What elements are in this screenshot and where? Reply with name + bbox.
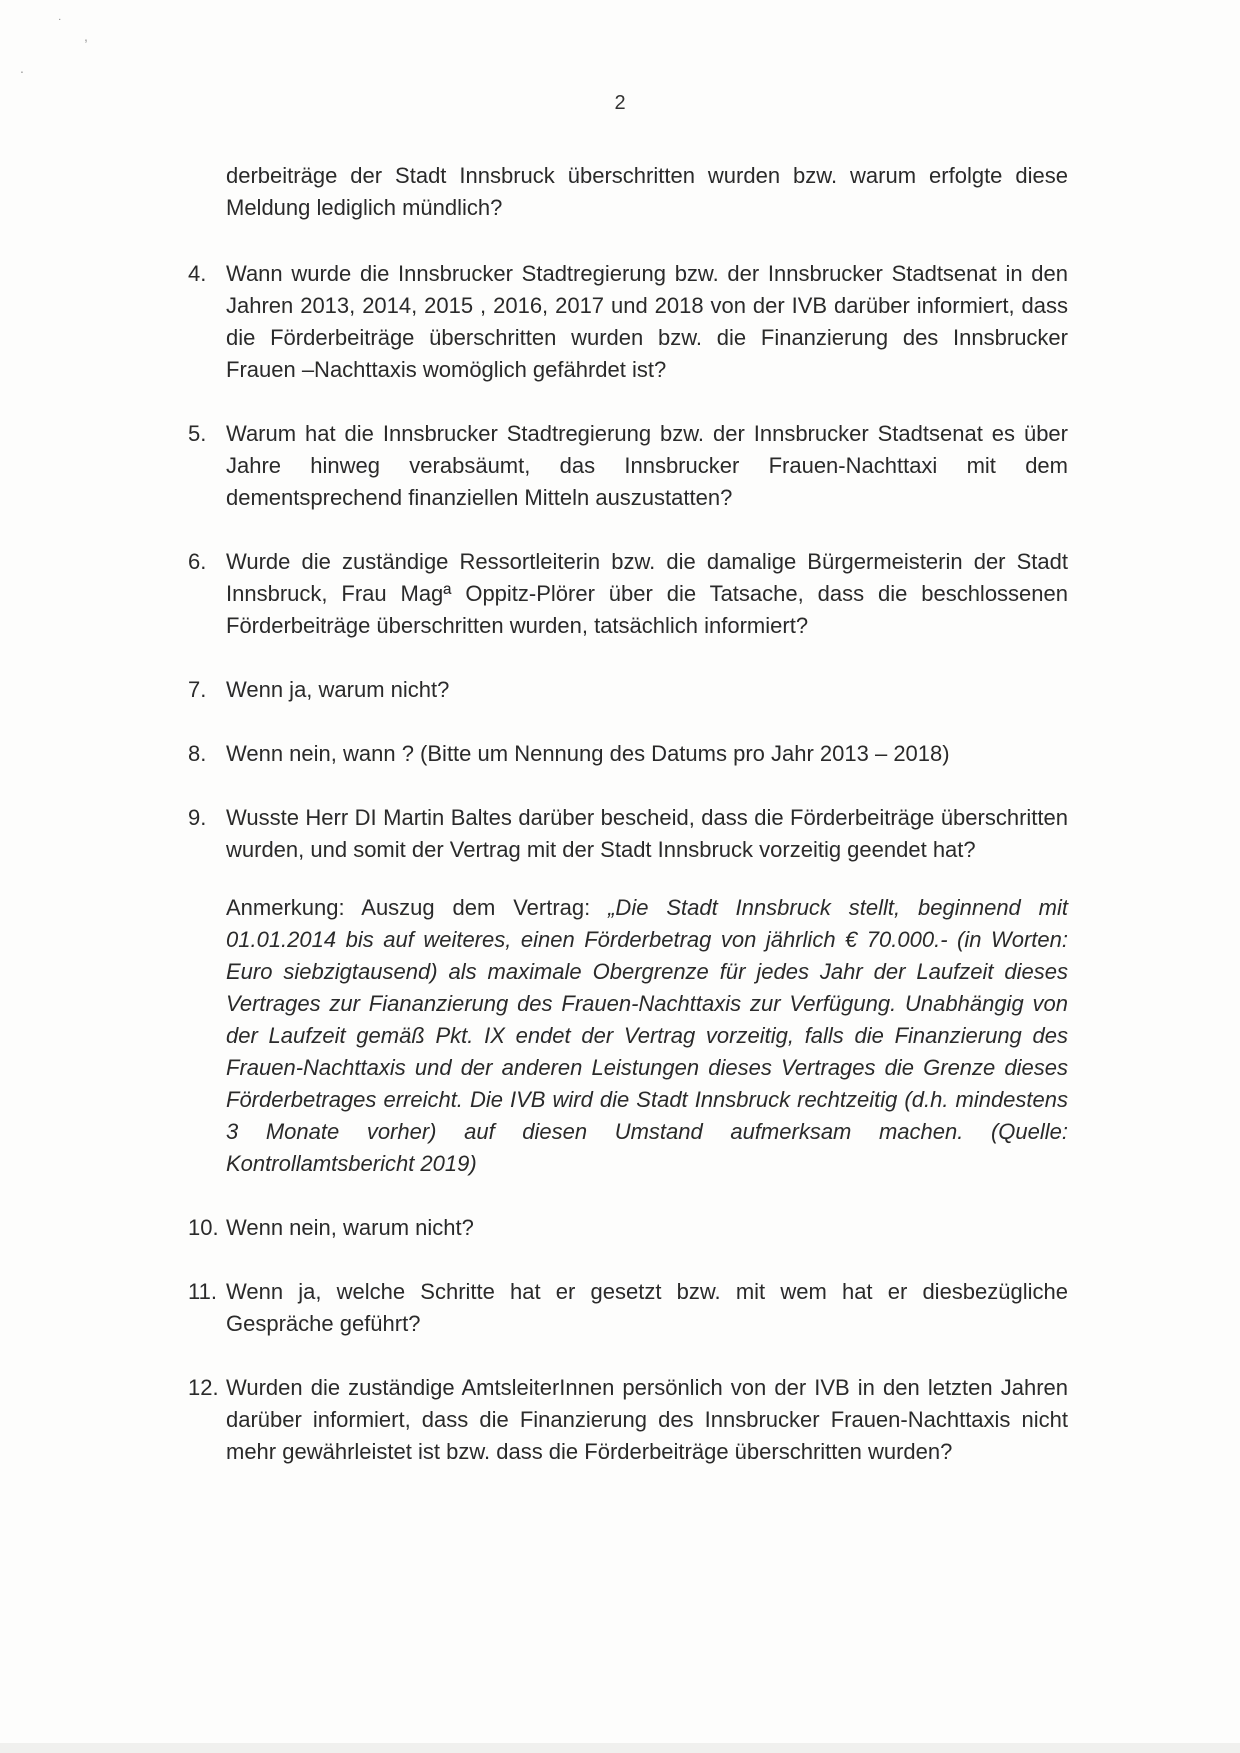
question-number: 11. xyxy=(188,1279,217,1304)
question-item xyxy=(188,1276,1068,1340)
question-text: Wusste Herr DI Martin Baltes darüber bescheid, dass die Förderbeiträge überschritten wurden, und somit der Vertrag mit der Stadt Innsbruck vorzeitig geendet hat? xyxy=(226,805,1068,862)
question-text: Wenn ja, welche Schritte hat er gesetzt bzw. mit wem hat er diesbezügliche Gespräche geführt? xyxy=(226,1279,1068,1336)
question-item xyxy=(188,546,1068,642)
question-text: Wann wurde die Innsbrucker Stadtregierung bzw. der Innsbrucker Stadtsenat in den Jahren 2013, 2014, 2015 , 2016, 2017 und 2018 von der IVB darüber informiert, dass die Förderbeiträge überschritten wurden bzw. die Finanzierung des Innsbrucker Frauen –Nachttaxis womöglich gefährdet ist? xyxy=(226,261,1068,382)
scan-mark: ˙ xyxy=(58,16,63,32)
question-number: 7. xyxy=(188,677,207,702)
question-number: 9. xyxy=(188,805,207,830)
page-number: 2 xyxy=(614,92,626,114)
scan-mark: , xyxy=(84,28,88,44)
question-text: Wurden die zuständige AmtsleiterInnen persönlich von der IVB in den letzten Jahren darüber informiert, dass die Finanzierung des Innsbrucker Frauen-Nachttaxis nicht mehr gewährleistet ist bzw. dass die Förderbeiträge überschritten wurden? xyxy=(226,1375,1068,1464)
question-item xyxy=(188,418,1068,514)
question-number: 5. xyxy=(188,421,207,446)
continuation-paragraph: derbeiträge der Stadt Innsbruck überschritten wurden bzw. warum erfolgte diese Meldung lediglich mündlich? xyxy=(226,163,1068,220)
question-text: Warum hat die Innsbrucker Stadtregierung bzw. der Innsbrucker Stadtsenat es über Jahre hinweg verabsäumt, das Innsbrucker Frauen-Nachttaxi mit dem dementsprechend finanziellen Mitteln auszustatten? xyxy=(226,421,1068,510)
question-number: 8. xyxy=(188,741,207,766)
question-text: Wurde die zuständige Ressortleiterin bzw. die damalige Bürgermeisterin der Stadt Innsbruck, Frau Magª Oppitz-Plörer über die Tatsache, dass die beschlossenen Förderbeiträge überschritten wurden, tatsächlich informiert? xyxy=(226,549,1068,638)
question-number: 6. xyxy=(188,549,207,574)
question-text: Wenn nein, wann ? (Bitte um Nennung des Datums pro Jahr 2013 – 2018) xyxy=(226,741,950,766)
note-label: Anmerkung: Auszug dem Vertrag: xyxy=(226,895,609,920)
question-item xyxy=(188,258,1068,386)
note-quote: „Die Stadt Innsbruck stellt, beginnend mit 01.01.2014 bis auf weiteres, einen Förderbetrag von jährlich € 70.000.- (in Worten: Euro siebzigtausend) als maximale Obergrenze für jedes Jahr der Laufzeit dieses Vertrages zur Fiananzierung des Frauen-Nachttaxis zur Verfügung. Unabhängig von der Laufzeit gemäß Pkt. IX endet der Vertrag vorzeitig, falls die Finanzierung des Frauen-Nachttaxis und der anderen Leistungen dieses Vertrages die Grenze dieses Förderbetrages erreicht. Die IVB wird die Stadt Innsbruck rechtzeitig (d.h. mindestens 3 Monate vorher) auf diesen Umstand aufmerksam machen. (Quelle: Kontrollamtsbericht 2019) xyxy=(226,895,1068,1176)
question-text: Wenn ja, warum nicht? xyxy=(226,677,450,702)
scan-bottom-edge xyxy=(0,1743,1240,1753)
question-item xyxy=(188,1212,1068,1244)
question-item xyxy=(188,802,1068,866)
question-text: Wenn nein, warum nicht? xyxy=(226,1215,474,1240)
question-item xyxy=(188,674,1068,706)
question-item xyxy=(188,1372,1068,1468)
question-item xyxy=(188,738,1068,770)
question-number: 12. xyxy=(188,1375,219,1400)
document-body xyxy=(188,160,1068,1500)
contract-note xyxy=(188,892,1068,1180)
question-number: 4. xyxy=(188,261,207,286)
scan-mark: . xyxy=(20,60,24,76)
question-number: 10. xyxy=(188,1215,219,1240)
